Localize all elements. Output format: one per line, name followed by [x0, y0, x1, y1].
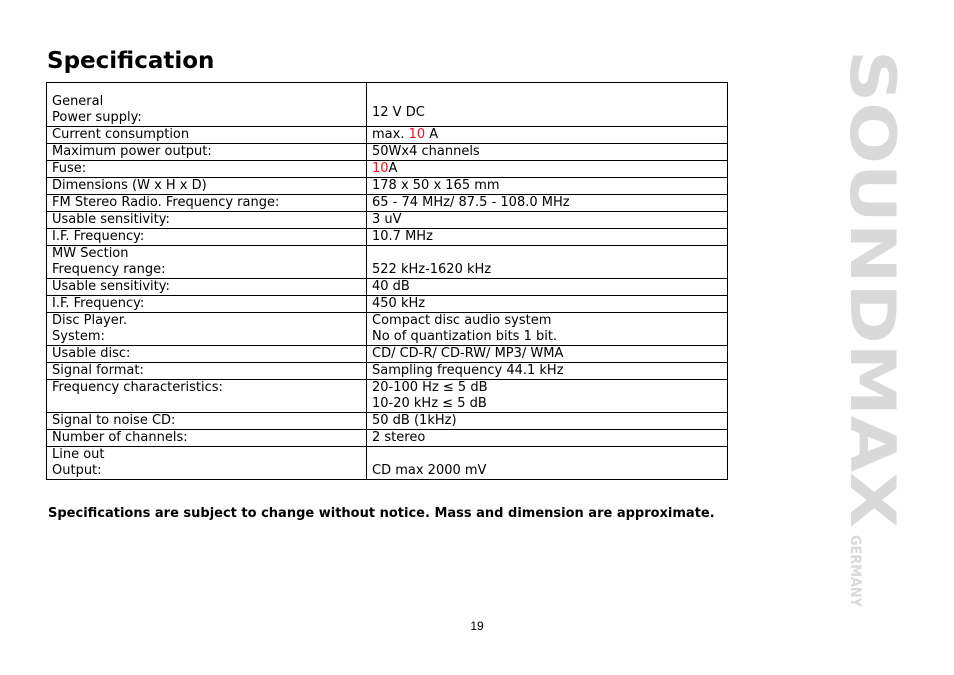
spec-value [367, 161, 728, 178]
highlight-number: 10 [372, 161, 389, 176]
spec-value: 50Wx4 channels [367, 144, 728, 161]
spec-value-line: 20-100 Hz ≤ 5 dB [372, 380, 488, 395]
spec-value-unit: A [388, 161, 398, 176]
brand-logo-wordmark: SOUNDMAX [836, 50, 909, 459]
spec-value [367, 127, 728, 144]
spec-label: I.F. Frequency: [47, 296, 367, 313]
spec-value: 10.7 MHz [367, 229, 728, 246]
spec-value-line: Compact disc audio system [372, 313, 552, 328]
spec-label: I.F. Frequency: [47, 229, 367, 246]
table-row [47, 279, 728, 296]
spec-label-text: Output: [52, 463, 102, 478]
spec-value: 3 uV [367, 212, 728, 229]
spec-label: Fuse: [47, 161, 367, 178]
spec-label [47, 447, 367, 480]
spec-value: 522 kHz-1620 kHz [367, 246, 728, 279]
spec-value: 65 - 74 MHz/ 87.5 - 108.0 MHz [367, 195, 728, 212]
spec-value: Sampling frequency 44.1 kHz [367, 363, 728, 380]
spec-label: Usable sensitivity: [47, 212, 367, 229]
spec-label-text: Frequency range: [52, 262, 166, 277]
section-header: Disc Player. [52, 313, 128, 328]
spec-value: CD/ CD-R/ CD-RW/ MP3/ WMA [367, 346, 728, 363]
brand-logo [836, 50, 909, 614]
table-row [47, 83, 728, 127]
spec-label: Number of channels: [47, 430, 367, 447]
spec-label: Dimensions (W x H x D) [47, 178, 367, 195]
section-header: MW Section [52, 246, 129, 261]
table-row [47, 346, 728, 363]
spec-value [367, 313, 728, 346]
table-row [47, 144, 728, 161]
spec-value-line: No of quantization bits 1 bit. [372, 329, 558, 344]
table-row [47, 178, 728, 195]
disclaimer-note: Specifications are subject to change without notice. Mass and dimension are approximate. [48, 506, 715, 521]
spec-label [47, 246, 367, 279]
spec-label: FM Stereo Radio. Frequency range: [47, 195, 367, 212]
spec-label [47, 83, 367, 127]
table-row [47, 127, 728, 144]
spec-label [47, 313, 367, 346]
table-row [47, 413, 728, 430]
spec-value: 178 x 50 x 165 mm [367, 178, 728, 195]
table-row [47, 380, 728, 413]
table-row [47, 363, 728, 380]
spec-value: CD max 2000 mV [367, 447, 728, 480]
spec-value-unit: A [425, 127, 439, 142]
spec-label: Usable sensitivity: [47, 279, 367, 296]
spec-label-text: Power supply: [52, 110, 142, 125]
table-row [47, 296, 728, 313]
spec-value: 40 dB [367, 279, 728, 296]
table-row [47, 430, 728, 447]
table-row [47, 229, 728, 246]
table-row [47, 195, 728, 212]
spec-value: 2 stereo [367, 430, 728, 447]
spec-label-text: System: [52, 329, 105, 344]
spec-label: Signal to noise CD: [47, 413, 367, 430]
table-row [47, 246, 728, 279]
spec-label: Frequency characteristics: [47, 380, 367, 413]
table-row [47, 161, 728, 178]
spec-value-line: 10-20 kHz ≤ 5 dB [372, 396, 487, 411]
page-title: Specification [47, 48, 215, 74]
spec-label: Usable disc: [47, 346, 367, 363]
spec-value: 450 kHz [367, 296, 728, 313]
brand-logo-graphic [836, 50, 909, 614]
spec-value: 12 V DC [367, 83, 728, 127]
spec-label: Maximum power output: [47, 144, 367, 161]
table-row [47, 447, 728, 480]
table-row [47, 212, 728, 229]
section-header: General [52, 94, 104, 109]
spec-label: Signal format: [47, 363, 367, 380]
brand-logo-subtitle: GERMANY [847, 535, 863, 614]
spec-value-prefix: max. [372, 127, 409, 142]
section-header: Line out [52, 447, 105, 462]
spec-label: Current consumption [47, 127, 367, 144]
page-number: 19 [470, 619, 484, 633]
spec-value: 50 dB (1kHz) [367, 413, 728, 430]
specification-table [46, 82, 728, 480]
spec-value [367, 380, 728, 413]
table-row [47, 313, 728, 346]
highlight-number: 10 [408, 127, 426, 142]
